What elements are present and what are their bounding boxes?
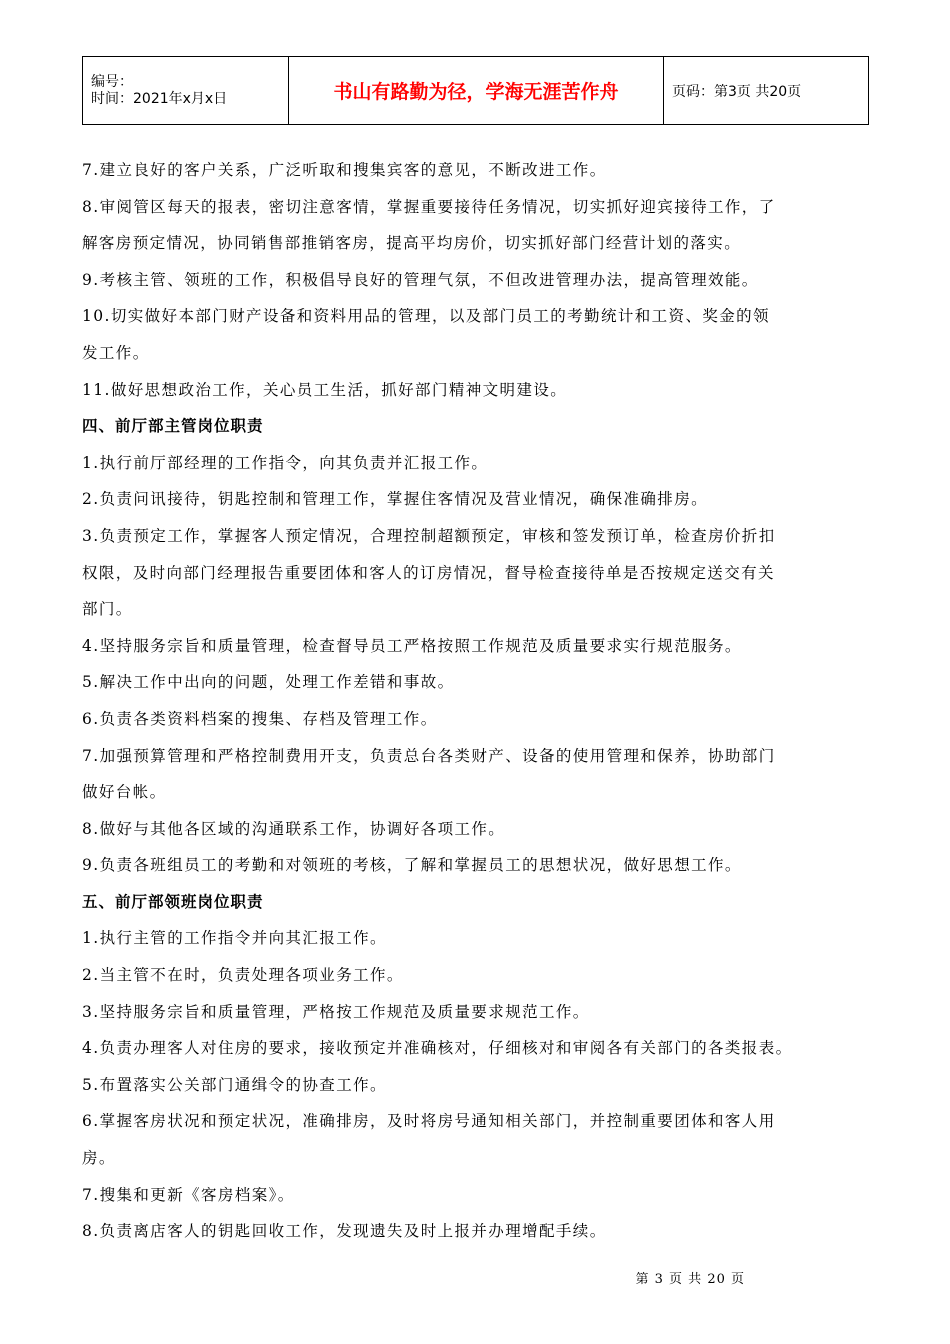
body-line: 9.考核主管、领班的工作，积极倡导良好的管理气氛，不但改进管理办法，提高管理效能。 bbox=[82, 270, 759, 289]
body-line: 4.坚持服务宗旨和质量管理，检查督导员工严格按照工作规范及质量要求实行规范服务。 bbox=[82, 636, 742, 655]
body-line: 1.执行主管的工作指令并向其汇报工作。 bbox=[82, 929, 387, 948]
body-line: 7.建立良好的客户关系，广泛听取和搜集宾客的意见，不断改进工作。 bbox=[82, 161, 607, 179]
body-line: 解客房预定情况，协同销售部推销客房，提高平均房价，切实抓好部门经营计划的落实。 bbox=[82, 234, 742, 253]
time-label: 时间：2021年x月x日 bbox=[91, 90, 228, 107]
body-line: 7.搜集和更新《客房档案》。 bbox=[82, 1185, 295, 1204]
body-line: 房。 bbox=[82, 1149, 116, 1168]
body-line: 8.负责离店客人的钥匙回收工作，发现遗失及时上报并办理增配手续。 bbox=[82, 1222, 607, 1241]
body-line: 10.切实做好本部门财产设备和资料用品的管理，以及部门员工的考勤统计和工资、奖金的领 bbox=[82, 307, 770, 326]
section-heading: 五、前厅部领班岗位职责 bbox=[82, 891, 264, 911]
body-line: 1.执行前厅部经理的工作指令，向其负责并汇报工作。 bbox=[82, 453, 489, 472]
body-line: 4.负责办理客人对住房的要求，接收预定并准确核对，仔细核对和审阅各有关部门的各类报表。 bbox=[82, 1039, 793, 1058]
body-line: 8.做好与其他各区域的沟通联系工作，协调好各项工作。 bbox=[82, 819, 506, 838]
header-meta-cell bbox=[83, 57, 289, 125]
body-line: 5.解决工作中出向的问题，处理工作差错和事故。 bbox=[82, 673, 455, 692]
document-body bbox=[82, 152, 872, 1250]
body-line: 5.布置落实公关部门通缉令的协查工作。 bbox=[82, 1075, 387, 1094]
body-line: 6.掌握客房状况和预定状况，准确排房，及时将房号通知相关部门，并控制重要团体和客人用 bbox=[82, 1112, 776, 1131]
body-line: 7.加强预算管理和严格控制费用开支，负责总台各类财产、设备的使用管理和保养，协助部门 bbox=[82, 746, 776, 765]
body-line: 做好台帐。 bbox=[82, 783, 167, 802]
body-line: 11.做好思想政治工作，关心员工生活，抓好部门精神文明建设。 bbox=[82, 380, 568, 399]
footer-page-number: 第 3 页 共 20 页 bbox=[635, 1272, 745, 1287]
header-motto: 书山有路勤为径，学海无涯苦作舟 bbox=[289, 57, 664, 125]
serial-number-label: 编号： bbox=[91, 73, 133, 90]
body-line: 3.负责预定工作，掌握客人预定情况，合理控制超额预定，审核和签发预订单，检查房价折扣 bbox=[82, 526, 776, 545]
header-page-info: 页码：第3页 共20页 bbox=[664, 57, 869, 125]
body-line: 3.坚持服务宗旨和质量管理，严格按工作规范及质量要求规范工作。 bbox=[82, 1002, 590, 1021]
page-footer bbox=[0, 1268, 950, 1287]
body-line: 权限，及时向部门经理报告重要团体和客人的订房情况，督导检查接待单是否按规定送交有关 bbox=[82, 563, 775, 582]
body-line: 6.负责各类资料档案的搜集、存档及管理工作。 bbox=[82, 709, 438, 728]
section-heading: 四、前厅部主管岗位职责 bbox=[82, 416, 264, 436]
body-line: 8.审阅管区每天的报表，密切注意客情，掌握重要接待任务情况，切实抓好迎宾接待工作，了 bbox=[82, 197, 776, 216]
document-header bbox=[82, 56, 869, 125]
body-line: 发工作。 bbox=[82, 343, 150, 362]
body-line: 部门。 bbox=[82, 600, 133, 619]
body-line: 2.负责问讯接待，钥匙控制和管理工作，掌握住客情况及营业情况，确保准确排房。 bbox=[82, 490, 708, 509]
body-line: 9.负责各班组员工的考勤和对领班的考核，了解和掌握员工的思想状况，做好思想工作。 bbox=[82, 856, 742, 875]
body-line: 2.当主管不在时，负责处理各项业务工作。 bbox=[82, 966, 404, 985]
